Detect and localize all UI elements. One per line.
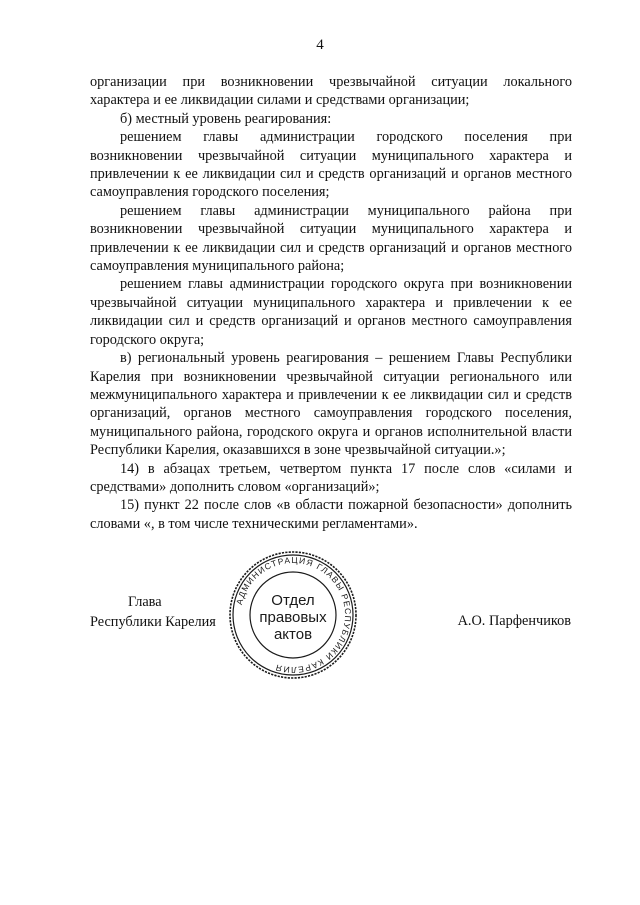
stamp-seal-icon bbox=[228, 550, 358, 680]
stamp-ring-text: АДМИНИСТРАЦИЯ ГЛАВЫ РЕСПУБЛИКИ КАРЕЛИЯ bbox=[234, 554, 354, 676]
signature-title bbox=[90, 592, 216, 632]
paragraph: решением главы администрации городского поселения при возникновении чрезвычайной ситуации муниципального характера и привлечении к ее ликвидации сил и средств организаций и органов местного самоуправления городского поселения; bbox=[90, 129, 572, 201]
official-stamp bbox=[228, 550, 358, 680]
paragraph: 14) в абзацах третьем, четвертом пункта 17 после слов «силами и средствами» дополнить словом «организаций»; bbox=[90, 460, 572, 495]
paragraph: в) региональный уровень реагирования – решением Главы Республики Карелия при возникновении чрезвычайной ситуации регионального или межмуниципального характера и привлечении к ее ликвидации сил и средств организаций, органов местного самоуправления городского поселения, муниципального района, городского округа и органов исполнительной власти Республики Карелия, оказавшихся в зоне чрезвычайной ситуации.»; bbox=[90, 350, 572, 459]
paragraph: организации при возникновении чрезвычайной ситуации локального характера и ее ликвидации силами и средствами организации; bbox=[90, 74, 572, 109]
paragraph: решением главы администрации городского округа при возникновении чрезвычайной ситуации муниципального характера и привлечении к ее ликвидации сил и средств организаций и органов местного самоуправления городского округа; bbox=[90, 276, 572, 348]
paragraph: решением главы администрации муниципального района при возникновении чрезвычайной ситуации муниципального характера и привлечении к ее ликвидации сил и средств организаций и органов местного самоуправления муниципального района; bbox=[90, 202, 572, 275]
paragraph: б) местный уровень реагирования: bbox=[120, 110, 332, 127]
stamp-line2: правовых bbox=[259, 609, 327, 626]
signature-title-line1: Глава bbox=[128, 594, 162, 610]
stamp-line1: Отдел bbox=[271, 592, 315, 609]
document-body bbox=[90, 73, 572, 533]
stamp-line3: актов bbox=[273, 626, 313, 643]
signature-title-line2: Республики Карелия bbox=[90, 614, 216, 630]
page-number: 4 bbox=[316, 37, 324, 53]
signatory-name: А.О. Парфенчиков bbox=[457, 613, 571, 629]
paragraph: 15) пункт 22 после слов «в области пожарной безопасности» дополнить словами «, в том числе техническими регламентами». bbox=[90, 497, 572, 532]
